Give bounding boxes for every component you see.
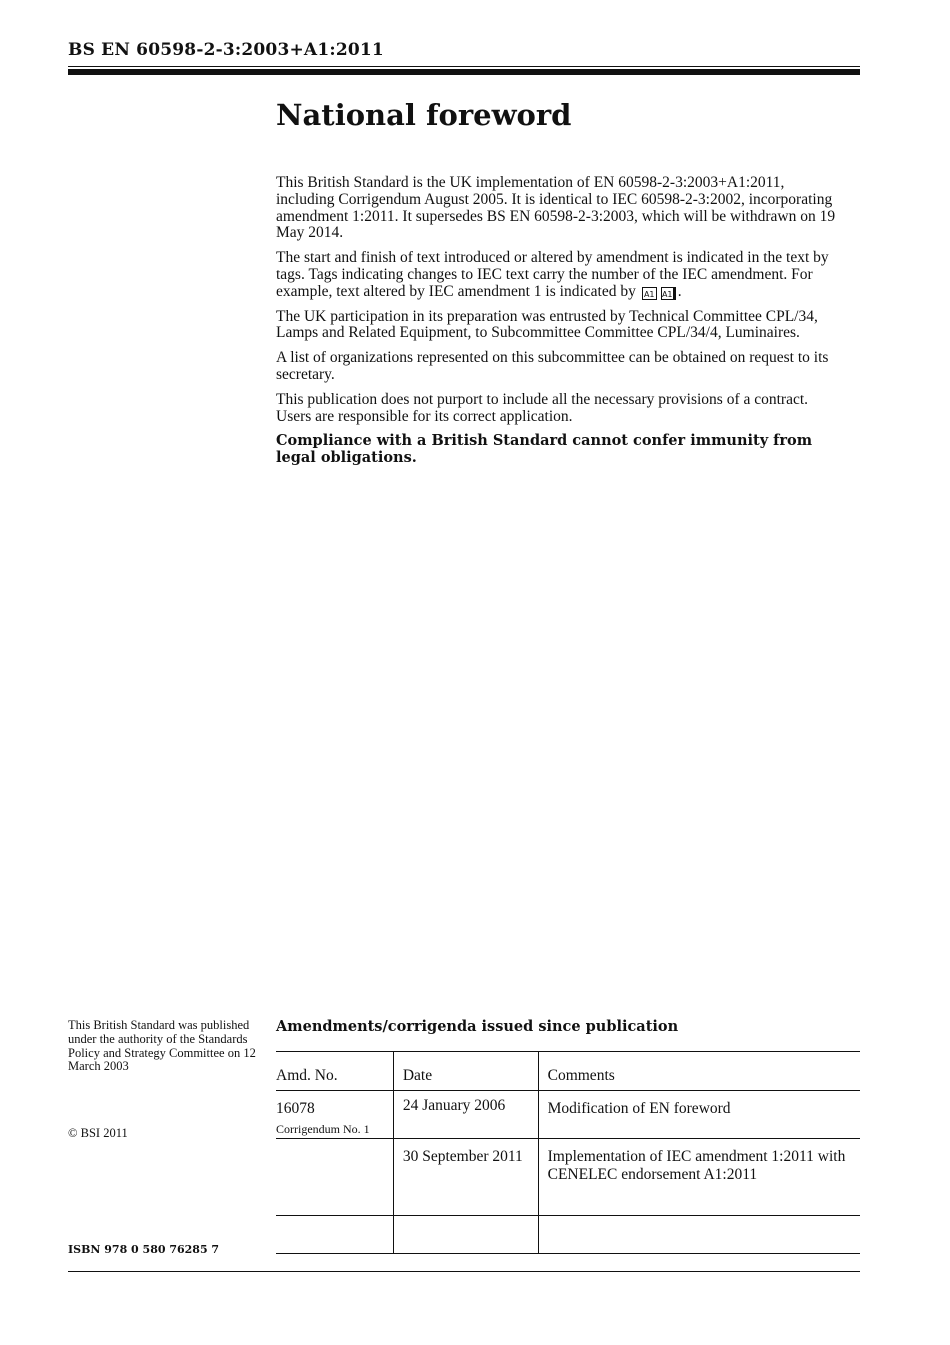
paragraph-organizations: A list of organizations represented on this subcommittee can be obtained on request to its secretary. <box>276 349 829 383</box>
table-row <box>276 1091 860 1139</box>
date-cell: 24 January 2006 <box>393 1091 538 1139</box>
column-header-date: Date <box>393 1052 538 1091</box>
amd-no-cell: 16078 Corrigendum No. 1 <box>276 1091 393 1139</box>
footer-rule <box>68 1271 860 1272</box>
paragraph-amendment-tags <box>276 250 836 300</box>
amendments-table <box>276 1051 860 1254</box>
table-row <box>276 1139 860 1216</box>
paragraph-contract-provisions: This publication does not purport to include all the necessary provisions of a contract. Users are responsible for its correct application. <box>276 390 809 425</box>
publication-note: This British Standard was published under the authority of the Standards Policy and Strategy Committee on 12 March 2003 <box>68 1018 256 1074</box>
amendment-start-tag-icon: A1 <box>642 287 657 300</box>
amd-no-cell <box>276 1216 393 1254</box>
comments-cell <box>538 1216 860 1254</box>
amendment-end-tag-icon: A1 <box>661 287 676 300</box>
standard-id-header: BS EN 60598-2-3:2003+A1:2011 <box>68 40 384 60</box>
column-header-comments: Comments <box>538 1052 860 1091</box>
comments-cell: Modification of EN foreword <box>538 1091 860 1139</box>
paragraph-uk-participation: The UK participation in its preparation was entrusted by Technical Committee CPL/34, Lamps and Related Equipment, to Subcommittee Committee CPL/34/4, Luminaires. <box>276 307 818 342</box>
date-cell: 30 September 2011 <box>393 1139 538 1216</box>
paragraph-amendment-tags-text: The start and finish of text introduced or altered by amendment is indicated in the text by tags. Tags indicating changes to IEC text carry the number of the IEC amendment. For example, text altered by IEC amendment 1 is indicated by <box>276 249 829 300</box>
isbn-number: ISBN 978 0 580 76285 7 <box>68 1243 220 1256</box>
page-title: National foreword <box>276 98 572 132</box>
paragraph-compliance-notice: Compliance with a British Standard cannot confer immunity from legal obligations. <box>276 432 813 467</box>
foreword-body <box>276 175 836 475</box>
amendments-table-header <box>276 1052 860 1091</box>
amd-note: Corrigendum No. 1 <box>276 1122 370 1136</box>
amendments-heading: Amendments/corrigenda issued since publication <box>276 1018 679 1035</box>
column-header-amd-no: Amd. No. <box>276 1052 393 1091</box>
paragraph-implementation: This British Standard is the UK implementation of EN 60598-2-3:2003+A1:2011, including Corrigendum August 2005. It is identical to IEC 60598-2-3:2002, incorporating amendment 1:2011. It supersedes BS EN 60598-2-3:2003, which will be withdrawn on 19 May 2014. <box>276 174 836 242</box>
copyright-notice: © BSI 2011 <box>68 1126 128 1140</box>
amd-no-cell <box>276 1139 393 1216</box>
header-rule-thin <box>68 66 860 67</box>
header-rule-thick <box>68 69 860 75</box>
date-cell <box>393 1216 538 1254</box>
comments-cell: Implementation of IEC amendment 1:2011 with CENELEC endorsement A1:2011 <box>538 1139 860 1216</box>
table-row <box>276 1216 860 1254</box>
paragraph-amendment-tags-end: . <box>677 282 682 300</box>
